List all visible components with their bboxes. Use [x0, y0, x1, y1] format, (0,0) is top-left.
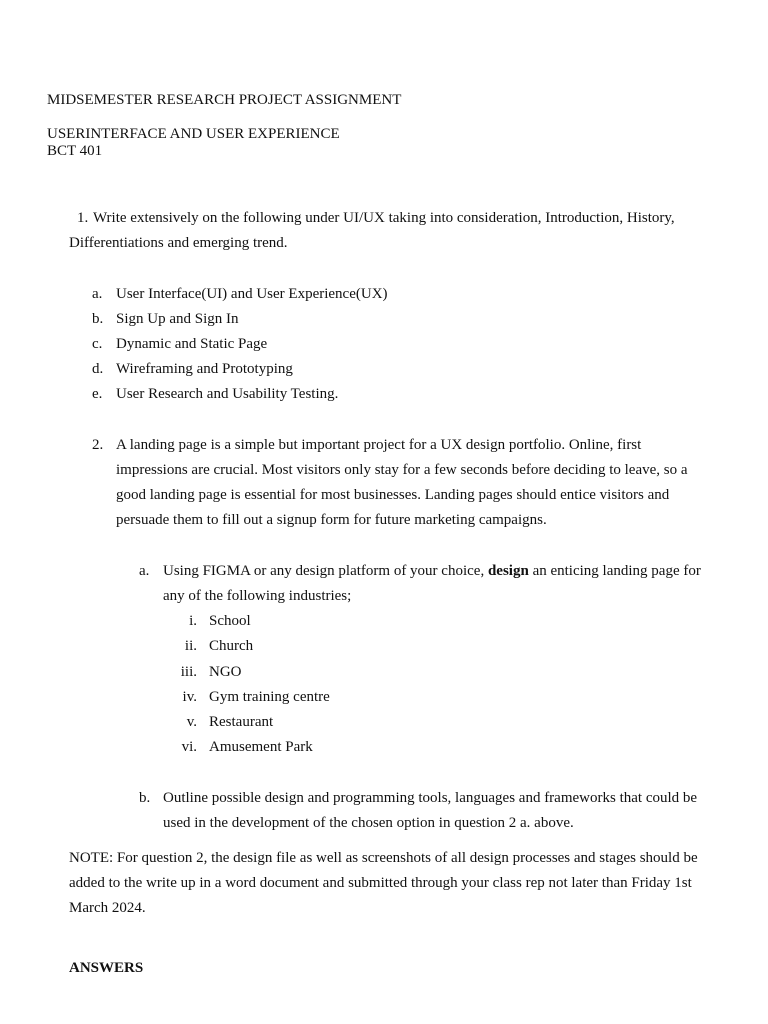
part-b-label: b. [139, 790, 151, 806]
part-a-bold-word: design [487, 563, 529, 579]
industry-item: NGO [209, 664, 242, 680]
list-item-label: b. [92, 311, 104, 327]
list-item: Wireframing and Prototyping [116, 361, 293, 377]
industry-item: Church [209, 638, 254, 654]
industry-label: vi. [181, 739, 197, 755]
industry-label: iii. [180, 664, 197, 680]
question-1-line-1: Write extensively on the following under UI/UX taking into consideration, Introduction, History, [93, 210, 675, 226]
list-item-label: d. [92, 361, 104, 377]
industry-item: Gym training centre [209, 689, 330, 705]
list-item-label: c. [92, 336, 103, 352]
part-a-text-before: Using FIGMA or any design platform of your choice, [163, 563, 488, 579]
list-item: User Research and Usability Testing. [116, 386, 339, 402]
list-item: Dynamic and Static Page [116, 336, 268, 352]
question-1-line-2: Differentiations and emerging trend. [69, 235, 288, 251]
part-b-line-1: Outline possible design and programming tools, languages and frameworks that could be [163, 790, 698, 806]
list-item: Sign Up and Sign In [116, 311, 239, 327]
industry-item: Restaurant [209, 714, 274, 730]
note-line: March 2024. [69, 900, 146, 916]
industry-label: v. [186, 714, 197, 730]
document-title: MIDSEMESTER RESEARCH PROJECT ASSIGNMENT [47, 92, 402, 108]
paragraph-line: impressions are crucial. Most visitors only stay for a few seconds before deciding to leave, so a [116, 462, 688, 478]
list-item-label: a. [92, 286, 103, 302]
industry-label: iv. [182, 689, 197, 705]
course-code: BCT 401 [47, 143, 103, 159]
part-b-line-2: used in the development of the chosen option in question 2 a. above. [163, 815, 574, 831]
part-a-line-1 [163, 563, 701, 580]
industry-label: i. [189, 613, 197, 629]
course-name: USERINTERFACE AND USER EXPERIENCE [47, 126, 340, 142]
industry-item: Amusement Park [209, 739, 313, 755]
question-2-number: 2. [92, 437, 104, 453]
question-1-number: 1. [77, 210, 89, 226]
paragraph-line: persuade them to fill out a signup form for future marketing campaigns. [116, 512, 547, 528]
list-item-label: e. [92, 386, 103, 402]
answers-heading: ANSWERS [69, 960, 144, 976]
part-a-line-2: any of the following industries; [163, 588, 352, 604]
note-line: added to the write up in a word document and submitted through your class rep not later than Friday 1st [69, 875, 692, 891]
list-item: User Interface(UI) and User Experience(UX) [116, 286, 388, 302]
industry-item: School [209, 613, 251, 629]
paragraph-line: good landing page is essential for most businesses. Landing pages should entice visitors and [116, 487, 670, 503]
industry-label: ii. [184, 638, 197, 654]
part-a-label: a. [139, 563, 150, 579]
part-a-text-after: an enticing landing page for [528, 563, 701, 579]
note-line: NOTE: For question 2, the design file as well as screenshots of all design processes and stages should be [69, 850, 698, 866]
paragraph-line: A landing page is a simple but important project for a UX design portfolio. Online, first [116, 437, 642, 453]
